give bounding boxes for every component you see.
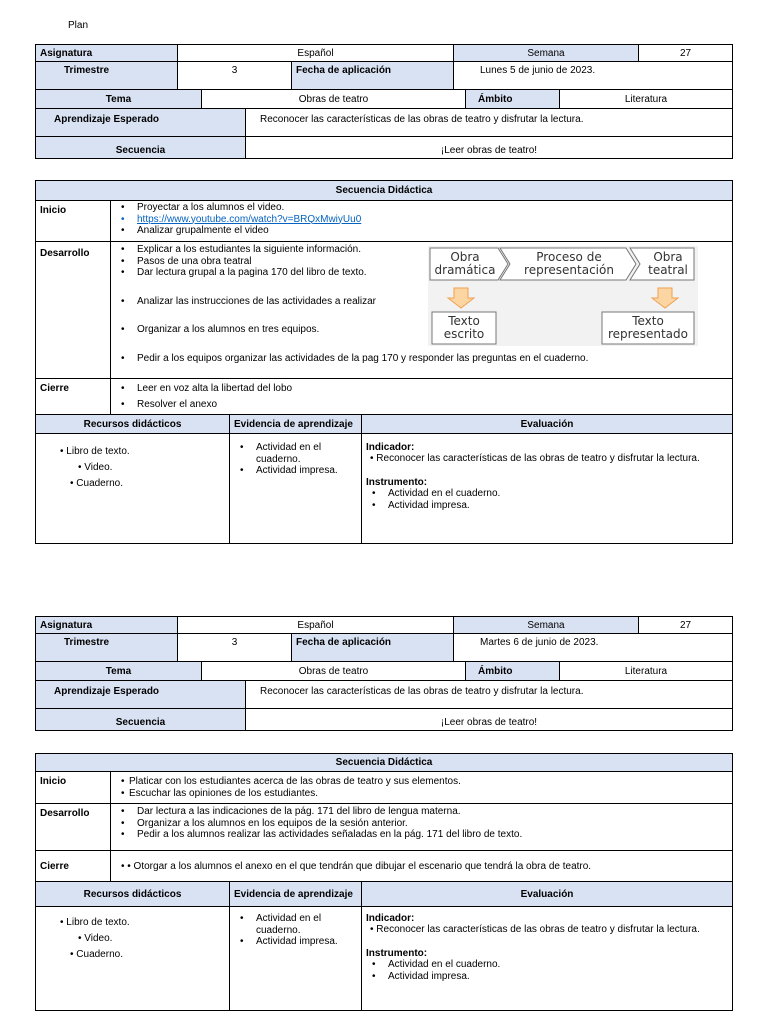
cierre-label: Cierre bbox=[36, 851, 111, 882]
recurso-item: • Libro de texto. bbox=[60, 917, 130, 928]
obra-teatral-text: Obra teatral bbox=[648, 250, 688, 277]
recursos-label: Recursos didácticos bbox=[36, 882, 230, 907]
trimestre-value: 3 bbox=[178, 62, 292, 90]
aprendizaje-label: Aprendizaje Esperado bbox=[36, 109, 246, 137]
plan2-header-row1 bbox=[35, 616, 733, 634]
desarrollo-label: Desarrollo bbox=[36, 242, 111, 379]
evidencia-list bbox=[234, 442, 357, 477]
list-item: • Explicar a los estudiantes la siguiente información. bbox=[115, 244, 728, 256]
fecha-label: Fecha de aplicación bbox=[292, 62, 454, 90]
sequence-title: Secuencia Didáctica bbox=[36, 181, 733, 201]
cierre-list bbox=[115, 383, 728, 410]
semana-label: Semana bbox=[454, 45, 639, 62]
indicador-label: Indicador: bbox=[366, 442, 415, 453]
plan1-header-row4 bbox=[35, 108, 733, 159]
list-item: • Actividad en el cuaderno. bbox=[234, 442, 357, 465]
list-item: • Pedir a los equipos organizar las actividades de la pag 170 y responder las preguntas en el cuaderno. bbox=[115, 353, 728, 365]
indicador-label: Indicador: bbox=[366, 913, 415, 924]
ambito-label: Ámbito bbox=[466, 662, 560, 681]
asignatura-label: Asignatura bbox=[36, 617, 178, 634]
proceso-text: Proceso de representación bbox=[524, 250, 614, 277]
secuencia-value: ¡Leer obras de teatro! bbox=[246, 709, 733, 731]
list-item: • Pasos de una obra teatral bbox=[115, 256, 728, 268]
recurso-item: • Cuaderno. bbox=[70, 949, 123, 960]
recurso-item: • Libro de texto. bbox=[60, 446, 130, 457]
secuencia-value: ¡Leer obras de teatro! bbox=[246, 137, 733, 159]
texto-representado-text: Texto representado bbox=[608, 314, 688, 341]
instrumento-list bbox=[366, 959, 728, 982]
instrumento-list bbox=[366, 488, 728, 511]
plan1-header-row3 bbox=[35, 89, 733, 109]
plan1-header-row1 bbox=[35, 44, 733, 62]
list-item: • Actividad impresa. bbox=[234, 465, 357, 477]
plan1-sequence-table bbox=[35, 180, 733, 544]
list-item: • Actividad en el cuaderno. bbox=[366, 959, 728, 971]
plan2-header-row3 bbox=[35, 661, 733, 681]
list-item: • Analizar las instrucciones de las actividades a realizar bbox=[115, 296, 728, 308]
instrumento-label: Instrumento: bbox=[366, 477, 428, 488]
evaluacion-label: Evaluación bbox=[362, 882, 733, 907]
cierre-text: • • Otorgar a los alumnos el anexo en el que tendrán que dibujar el escenario que tendrá la obra de teatro. bbox=[111, 851, 733, 882]
plan2-sequence-table bbox=[35, 753, 733, 1011]
list-item: • Organizar a los alumnos en tres equipos. bbox=[115, 324, 728, 336]
list-item: • Actividad en el cuaderno. bbox=[234, 913, 357, 936]
list-item: • Dar lectura a las indicaciones de la pág. 171 del libro de lengua materna. bbox=[115, 806, 728, 818]
plan2-header-row2 bbox=[35, 633, 733, 662]
list-item: • Pedir a los alumnos realizar las actividades señaladas en la pág. 171 del libro de texto. bbox=[115, 829, 728, 841]
ambito-label: Ámbito bbox=[466, 90, 560, 109]
aprendizaje-value: Reconocer las características de las obras de teatro y disfrutar la lectura. bbox=[246, 681, 733, 709]
list-item: • Dar lectura grupal a la pagina 170 del libro de texto. bbox=[115, 267, 728, 279]
fecha-value: Lunes 5 de junio de 2023. bbox=[454, 62, 733, 90]
list-item: • Analizar grupalmente el video bbox=[115, 225, 728, 237]
asignatura-label: Asignatura bbox=[36, 45, 178, 62]
evaluacion-label: Evaluación bbox=[362, 415, 733, 434]
list-item: • Actividad en el cuaderno. bbox=[366, 488, 728, 500]
list-item: • Leer en voz alta la libertad del lobo bbox=[115, 383, 728, 395]
theater-process-diagram bbox=[428, 246, 698, 346]
ambito-value: Literatura bbox=[560, 662, 733, 681]
evaluacion-cell bbox=[362, 434, 733, 544]
list-item: • Escuchar las opiniones de los estudiantes. bbox=[115, 788, 728, 800]
asignatura-value: Español bbox=[178, 45, 454, 62]
evaluacion-cell bbox=[362, 907, 733, 1011]
semana-label: Semana bbox=[454, 617, 639, 634]
trimestre-value: 3 bbox=[178, 634, 292, 662]
indicador-text: • Reconocer las características de las obras de teatro y disfrutar la lectura. bbox=[370, 453, 700, 464]
texto-escrito-text: Texto escrito bbox=[443, 314, 485, 341]
cierre-label: Cierre bbox=[36, 379, 111, 415]
video-link[interactable]: • https://www.youtube.com/watch?v=BRQxMwiyUu0 bbox=[115, 214, 728, 226]
list-item: • Resolver el anexo bbox=[115, 399, 728, 411]
trimestre-label: Trimestre bbox=[36, 62, 178, 90]
inicio-list bbox=[115, 202, 728, 237]
plan-label: Plan bbox=[68, 20, 89, 31]
ambito-value: Literatura bbox=[560, 90, 733, 109]
evidencia-list bbox=[234, 913, 357, 948]
evidencia-label: Evidencia de aprendizaje bbox=[230, 882, 362, 907]
recursos-cell bbox=[36, 907, 230, 1011]
recursos-label: Recursos didácticos bbox=[36, 415, 230, 434]
inicio-label: Inicio bbox=[36, 201, 111, 242]
obra-dramatica-text: Obra dramática bbox=[434, 250, 496, 277]
plan2-header-row4 bbox=[35, 680, 733, 731]
tema-value: Obras de teatro bbox=[202, 662, 466, 681]
aprendizaje-value: Reconocer las características de las obras de teatro y disfrutar la lectura. bbox=[246, 109, 733, 137]
list-item: • Actividad impresa. bbox=[366, 971, 728, 983]
list-item: • Organizar a los alumnos en los equipos de la sesión anterior. bbox=[115, 818, 728, 830]
asignatura-value: Español bbox=[178, 617, 454, 634]
desarrollo-list bbox=[115, 806, 728, 841]
secuencia-label: Secuencia bbox=[36, 709, 246, 731]
semana-value: 27 bbox=[639, 617, 733, 634]
trimestre-label: Trimestre bbox=[36, 634, 178, 662]
fecha-value: Martes 6 de junio de 2023. bbox=[454, 634, 733, 662]
semana-value: 27 bbox=[639, 45, 733, 62]
list-item: • Proyectar a los alumnos el video. bbox=[115, 202, 728, 214]
list-item: • Platicar con los estudiantes acerca de las obras de teatro y sus elementos. bbox=[115, 776, 728, 788]
plan1-header-row2 bbox=[35, 61, 733, 90]
tema-value: Obras de teatro bbox=[202, 90, 466, 109]
list-item: • Actividad impresa. bbox=[234, 936, 357, 948]
recurso-item: • Cuaderno. bbox=[70, 478, 123, 489]
inicio-label: Inicio bbox=[36, 772, 111, 804]
aprendizaje-label: Aprendizaje Esperado bbox=[36, 681, 246, 709]
recurso-item: • Video. bbox=[78, 462, 113, 473]
instrumento-label: Instrumento: bbox=[366, 948, 428, 959]
fecha-label: Fecha de aplicación bbox=[292, 634, 454, 662]
sequence-title: Secuencia Didáctica bbox=[36, 754, 733, 772]
inicio-list bbox=[115, 776, 728, 799]
secuencia-label: Secuencia bbox=[36, 137, 246, 159]
tema-label: Tema bbox=[36, 662, 202, 681]
list-item: • Actividad impresa. bbox=[366, 500, 728, 512]
evidencia-label: Evidencia de aprendizaje bbox=[230, 415, 362, 434]
desarrollo-label: Desarrollo bbox=[36, 804, 111, 851]
indicador-text: • Reconocer las características de las obras de teatro y disfrutar la lectura. bbox=[370, 924, 700, 935]
tema-label: Tema bbox=[36, 90, 202, 109]
recurso-item: • Video. bbox=[78, 933, 113, 944]
recursos-cell bbox=[36, 434, 230, 544]
